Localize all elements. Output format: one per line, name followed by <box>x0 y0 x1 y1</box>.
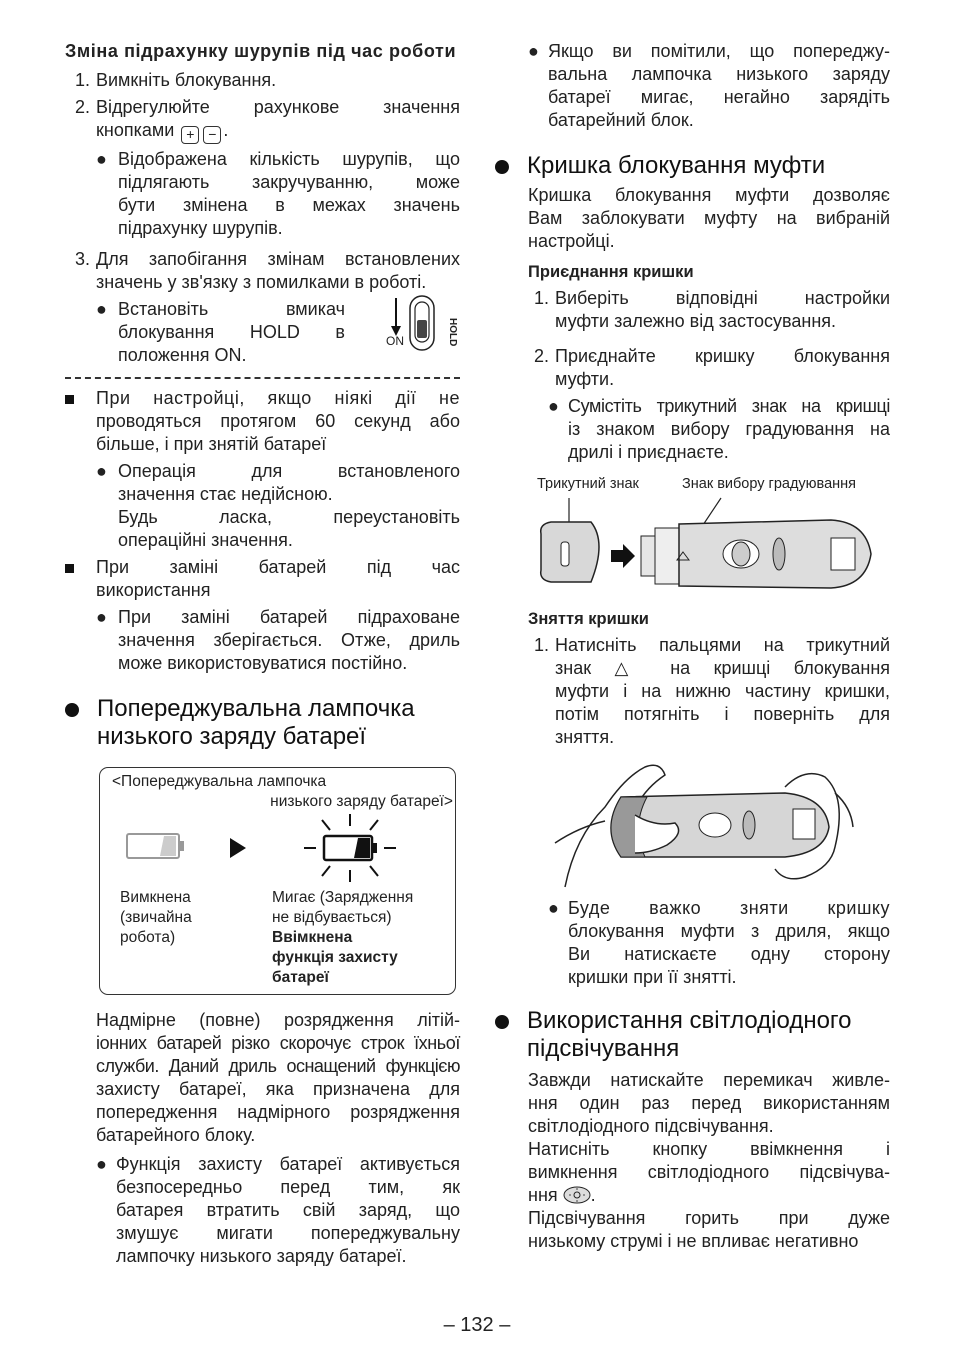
step-3: 3. Для запобігання змінам встановлених значень у зв'язку з помилками в роботі. <box>74 249 460 292</box>
note-settings: При настройці, якщо ніякі дії не проводяться протягом 60 секунд або більше, і при знятій батареї <box>65 387 460 456</box>
note-battery-replace-bullet: ● При заміні батарей підраховане значення зберігається. Отже, дриль може використовуватися постійно. <box>96 607 460 673</box>
left-column <box>65 40 460 1268</box>
section-bullet-icon <box>65 703 79 717</box>
step-1: 1. Вимкніть блокування. <box>74 70 277 90</box>
remove-cover-hands-illustration <box>535 757 855 893</box>
section-low-battery-title: Попереджувальна лампочка низького заряду батареї <box>65 695 460 751</box>
battery-protection-paragraph: Надмірне (повне) розрядження літій- іонних батарей різко скорочує строк їхньої служби. Даний дриль оснащений функцією захисту батареї, яка призначена для попередження надмірного розрядження батарейного блоку. <box>96 1010 460 1145</box>
remove-step-1: 1. Натисніть пальцями на трикутний знак △ на кришці блокування муфти і на нижню частину кришки, потім потягніть і поверніть для зняття. <box>533 635 890 747</box>
section-bullet-icon <box>495 1015 509 1029</box>
battery-protection-bullet: ● Функція захисту батареї активується безпосередньо перед тим, як батарея втратить свій заряд, що змушує мигати попереджувальну лампочку низького заряду батареї. <box>96 1154 460 1266</box>
section-led-light-title: Використання світлодіодного підсвічування <box>495 1007 890 1063</box>
dashed-divider <box>65 377 460 379</box>
low-battery-figure: <Попереджувальна лампочка низького заряду батареї> Вимкнена (звичайна робота) Мигає (Зарядження не відбувається) Ввімкнена функція захисту батареї <box>99 767 456 995</box>
led-light-description: Завжди натискайте перемикач живле- ння один раз перед використанням світлодіодного підсвічування. Натисніть кнопку ввімкнення і вимкнення світлодіодного підсвічува- ння . Підсвічування горить при дуже низькому струмі і не впливає негативно <box>528 1070 890 1251</box>
note-battery-replace: При заміні батарей під час використання <box>65 556 460 602</box>
square-bullet-icon <box>65 395 74 404</box>
battery-blinking-icon <box>300 812 400 884</box>
square-bullet-icon <box>65 564 74 573</box>
step-3-bullet: ● Встановіть вмикач блокування HOLD в положення ON. HOLD ON <box>96 298 460 367</box>
section-bullet-icon <box>495 160 509 174</box>
clutch-cover-attach-illustration <box>531 494 876 594</box>
minus-button-icon: − <box>203 126 221 144</box>
clutch-cover-description: Кришка блокування муфти дозволяє Вам заблокувати муфту на вибраній настройці. <box>528 185 890 251</box>
attach-cover-subtitle: Приєднання кришки <box>528 263 694 281</box>
plus-button-icon: + <box>181 126 199 144</box>
battery-blink-label: Мигає (Зарядження не відбувається) Ввімкнена функція захисту батареї <box>272 889 414 986</box>
attach-step-1: 1. Виберіть відповідні настройки муфти залежно від застосування. <box>533 288 890 331</box>
step-2: 2. Відрегулюйте рахункове значення кнопками + − . <box>74 97 460 142</box>
hold-label: HOLD <box>447 318 458 347</box>
remove-cover-bullet: ● Буде важко зняти кришку блокування муфти з дриля, якщо Ви натискаєте одну сторону кришки при її знятті. <box>548 898 890 987</box>
page-number: – 132 – <box>443 1314 511 1336</box>
battery-off-icon <box>126 832 186 862</box>
on-label: ON <box>386 334 404 348</box>
attach-cover-figure: Трикутний знак Знак вибору градуювання <box>495 472 890 602</box>
remove-cover-subtitle: Зняття кришки <box>528 610 649 628</box>
section-clutch-cover-title: Кришка блокування муфти <box>495 152 890 180</box>
note-settings-bullet: ● Операція для встановленого значення стає недійсною. Будь ласка, переустановіть операційні значення. <box>96 461 460 550</box>
charge-warning-bullet: ● Якщо ви помітили, що попереджу- вальна лампочка низького заряду батареї мигає, негайно зарядіть батарейний блок. <box>528 41 890 130</box>
battery-off-label: Вимкнена (звичайна робота) <box>120 889 192 946</box>
right-column <box>495 40 890 1253</box>
attach-step-2-bullet: ● Сумістіть трикутний знак на кришці із знаком вибору градуювання на дрилі і приєднаєте. <box>548 396 890 462</box>
section-screw-count-title: Зміна підрахунку шурупів під час роботи <box>65 41 457 61</box>
arrow-right-icon <box>228 836 248 860</box>
step-2-bullet: ● Відображена кількість шурупів, що підлягають закручуванню, може бути змінена в межах значень підрахунку шурупів. <box>96 149 460 238</box>
led-light-icon <box>563 1186 591 1204</box>
attach-step-2: 2. Приєднайте кришку блокування муфти. <box>533 346 890 389</box>
